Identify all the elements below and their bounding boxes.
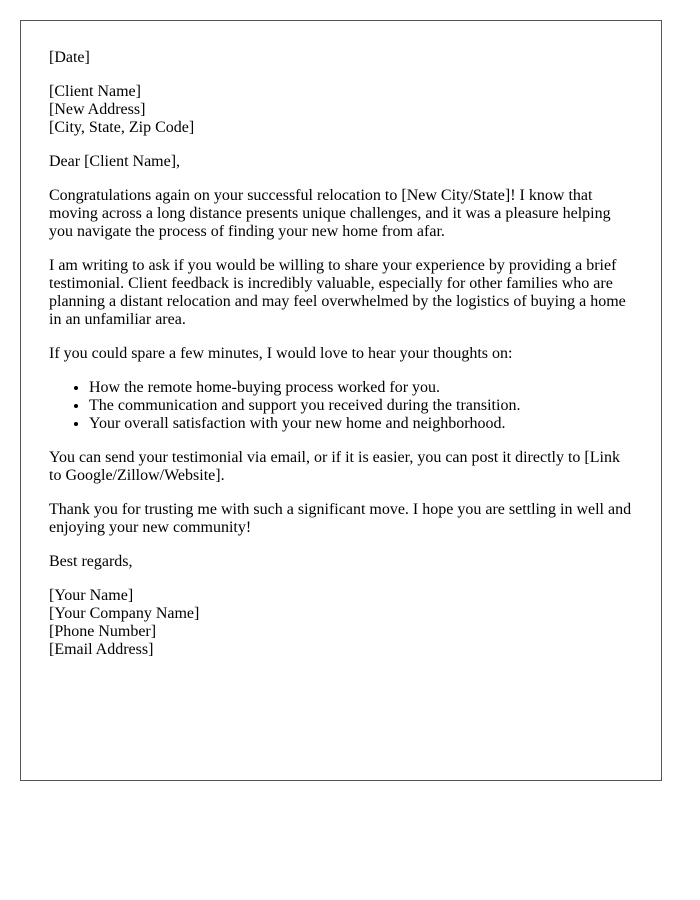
recipient-block [49, 83, 633, 137]
recipient-city-state-zip: [City, State, Zip Code] [49, 119, 195, 136]
paragraph: If you could spare a few minutes, I would love to hear your thoughts on: [49, 345, 513, 362]
signature-block [49, 587, 633, 659]
signature-name: [Your Name] [49, 587, 134, 604]
paragraph: Thank you for trusting me with such a significant move. I hope you are settling in well and enjoying your new community! [49, 501, 632, 536]
paragraph: I am writing to ask if you would be willing to share your experience by providing a brief testimonial. Client feedback is incredibly valuable, especially for other families who are planning a distant relocation and may feel overwhelmed by the logistics of buying a home in an unfamiliar area. [49, 257, 626, 328]
list-item: • The communication and support you received during the transition. [89, 397, 633, 415]
recipient-name: [Client Name] [49, 83, 141, 100]
feedback-topics-list [49, 379, 633, 433]
paragraph: Congratulations again on your successful relocation to [New City/State]! I know that moving across a long distance presents unique challenges, and it was a pleasure helping you navigate the process of finding your new home from afar. [49, 187, 611, 240]
list-item: • How the remote home-buying process worked for you. [89, 379, 633, 397]
salutation: Dear [Client Name], [49, 153, 181, 170]
sign-off: Best regards, [49, 553, 133, 570]
paragraph: You can send your testimonial via email, or if it is easier, you can post it directly to [Link to Google/Zillow/Website]. [49, 449, 620, 484]
letter [20, 20, 662, 781]
list-item: • Your overall satisfaction with your new home and neighborhood. [89, 415, 633, 433]
signature-email: [Email Address] [49, 641, 154, 658]
signature-company: [Your Company Name] [49, 605, 200, 622]
recipient-address: [New Address] [49, 101, 146, 118]
signature-phone: [Phone Number] [49, 623, 157, 640]
date: [Date] [49, 49, 90, 66]
